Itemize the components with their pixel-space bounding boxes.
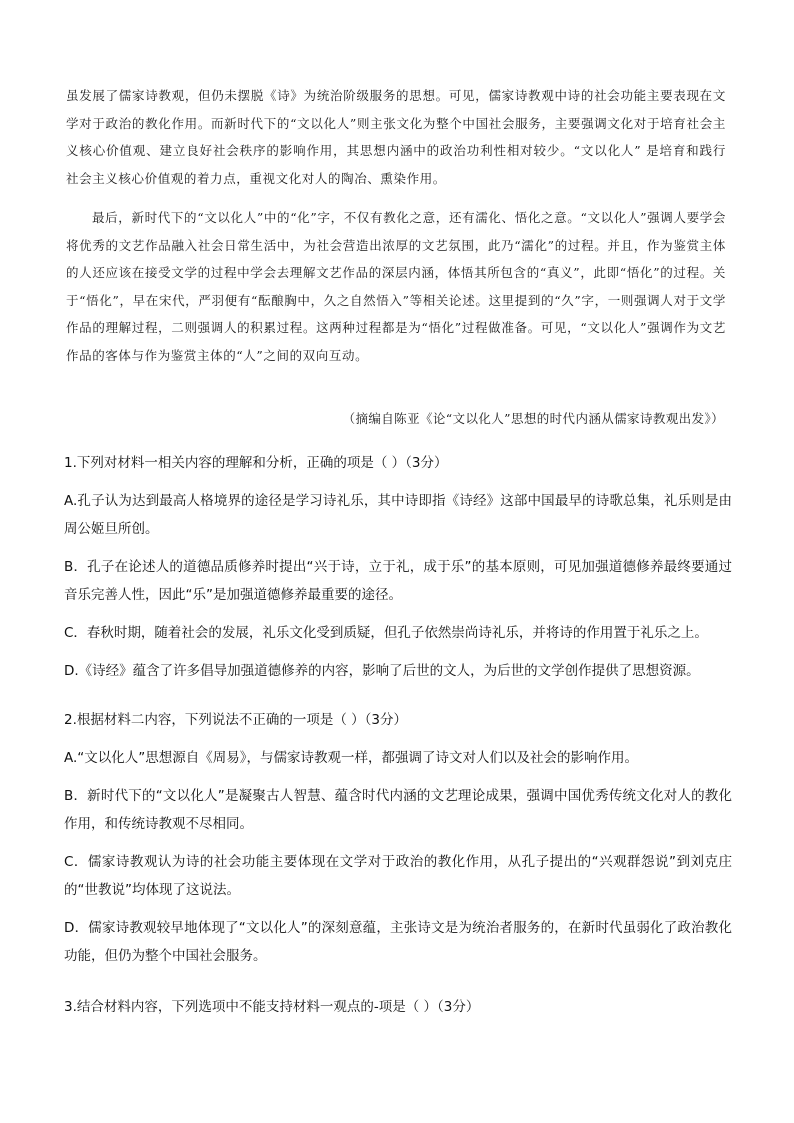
option-b: B．孔子在论述人的道德品质修养时提出“兴于诗，立于礼，成于乐”的基本原则，可见加强道德修养最终要通过音乐完善人性，因此“乐”是加强道德修养最重要的途径。 [64, 559, 732, 603]
paragraph-text: 虽发展了儒家诗教观，但仍未摆脱《诗》为统治阶级服务的思想。可见，儒家诗教观中诗的社会功能主要表现在文学对于政治的教化作用。而新时代下的“文以化人”则主张文化为整个中国社会服务，主要强调文化对于培育社会主义核心价值观、建立良好社会秩序的影响作用，其思想内涵中的政治功利性相对较少。“文以化人” 是培育和践行社会主义核心价值观的着力点，重视文化对人的陶冶、熏染作用。 [66, 88, 726, 186]
question-stem: 1.下列对材料一相关内容的理解和分析，正确的项是（ ）（3分） [64, 455, 448, 471]
source-citation: （摘编自陈亚《论“文以化人”思想的时代内涵从儒家诗教观出发》） [342, 411, 724, 426]
option-c: C．春秋时期，随着社会的发展，礼乐文化受到质疑，但孔子依然崇尚诗礼乐，并将诗的作用置于礼乐之上。 [64, 625, 708, 641]
question-2 [64, 706, 732, 970]
question-stem: 3.结合材料内容，下列选项中不能支持材料一观点的-项是（ ）（3分） [64, 999, 480, 1015]
paragraph-text: 最后，新时代下的“文以化人”中的“化”字，不仅有教化之意，还有濡化、悟化之意。“文以化人”强调人要学会将优秀的文艺作品融入社会日常生活中，为社会营造出浓厚的文艺氛围，此乃“濡化”的过程。并且，作为鉴赏主体的人还应该在接受文学的过程中学会去理解文艺作品的深层内涵，体悟其所包含的“真义”，此即“悟化”的过程。关于“悟化”，早在宋代，严羽便有“酝酿胸中，久之自然悟入”等相关论述。这里提到的“久”字，一则强调人对于文学作品的理解过程，二则强调人的积累过程。这两种过程都是为“悟化”过程做准备。可见，“文以化人”强调作为文艺作品的客体与作为鉴赏主体的“人”之间的双向互动。 [66, 210, 726, 363]
option-b: B．新时代下的“文以化人”是凝聚古人智慧、蕴含时代内涵的文艺理论成果，强调中国优秀传统文化对人的教化作用，和传统诗教观不尽相同。 [64, 788, 732, 832]
question-1 [64, 449, 732, 685]
option-a: A.孔子认为达到最高人格境界的途径是学习诗礼乐，其中诗即指《诗经》这部中国最早的诗歌总集，礼乐则是由周公姬旦所创。 [64, 493, 732, 537]
option-d: D．儒家诗教观较早地体现了“文以化人”的深刻意蕴，主张诗文是为统治者服务的，在新时代虽弱化了政治教化功能，但仍为整个中国社会服务。 [64, 920, 732, 964]
option-c: C．儒家诗教观认为诗的社会功能主要体现在文学对于政治的教化作用，从孔子提出的“兴观群怨说”到刘克庄的“世教说”均体现了这说法。 [64, 854, 732, 898]
passage-paragraph-2 [66, 204, 726, 369]
question-3 [64, 993, 732, 1021]
option-d: D.《诗经》蕴含了许多倡导加强道德修养的内容，影响了后世的文人，为后世的文学创作提供了思想资源。 [64, 663, 700, 679]
passage-paragraph-1 [66, 82, 726, 192]
question-stem: 2.根据材料二内容，下列说法不正确的一项是（ ）（3分） [64, 712, 408, 728]
option-a: A.“文以化人”思想源自《周易》，与儒家诗教观一样，都强调了诗文对人们以及社会的影响作用。 [64, 750, 639, 766]
